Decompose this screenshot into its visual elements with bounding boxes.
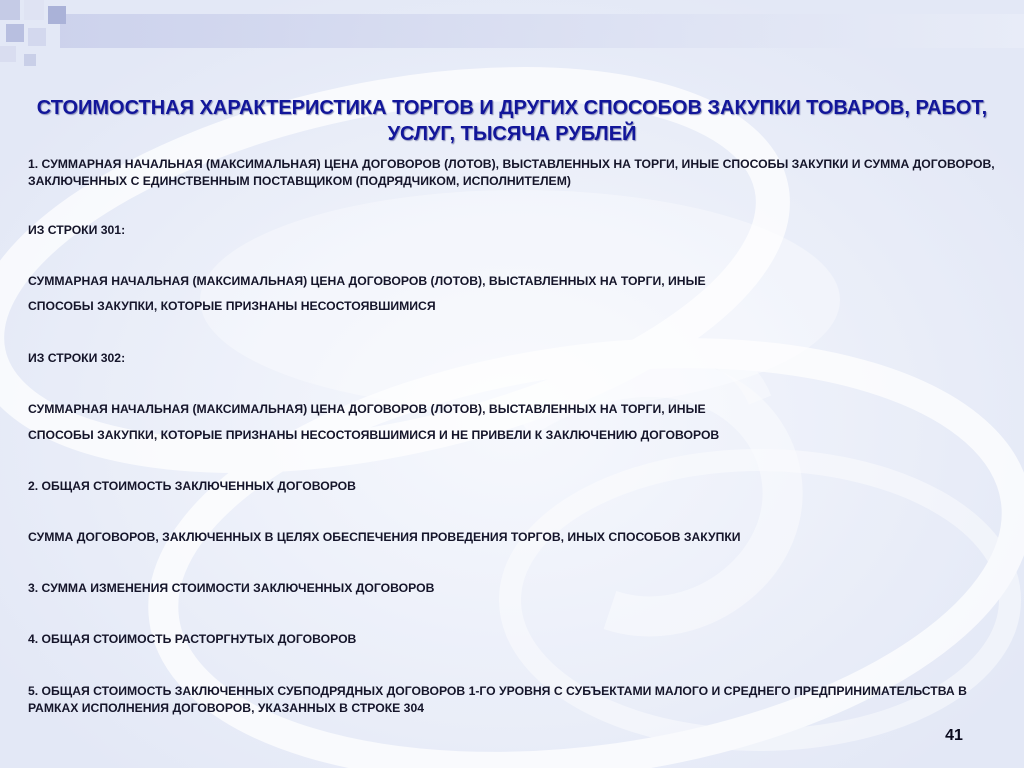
list-item: ИЗ СТРОКИ 301: bbox=[28, 223, 126, 237]
list-item: 2. ОБЩАЯ СТОИМОСТЬ ЗАКЛЮЧЕННЫХ ДОГОВОРОВ bbox=[28, 479, 356, 493]
list-item: СУММАРНАЯ НАЧАЛЬНАЯ (МАКСИМАЛЬНАЯ) ЦЕНА ДОГОВОРОВ (ЛОТОВ), ВЫСТАВЛЕННЫХ НА ТОРГИ, ИНЫЕ bbox=[28, 274, 706, 288]
list-item: 4. ОБЩАЯ СТОИМОСТЬ РАСТОРГНУТЫХ ДОГОВОРОВ bbox=[28, 632, 357, 646]
list-item: СУММА ДОГОВОРОВ, ЗАКЛЮЧЕННЫХ В ЦЕЛЯХ ОБЕСПЕЧЕНИЯ ПРОВЕДЕНИЯ ТОРГОВ, ИНЫХ СПОСОБОВ ЗАКУПКИ bbox=[28, 530, 741, 544]
page-number: 41 bbox=[945, 727, 963, 744]
list-item: ИЗ СТРОКИ 302: bbox=[28, 351, 126, 365]
list-item: 5. ОБЩАЯ СТОИМОСТЬ ЗАКЛЮЧЕННЫХ СУБПОДРЯДНЫХ ДОГОВОРОВ 1-ГО УРОВНЯ С СУБЪЕКТАМИ МАЛОГО И СРЕДНЕГО ПРЕДПРИНИМАТЕЛЬСТВА В РАМКАХ ИСПОЛНЕНИЯ ДОГОВОРОВ, УКАЗАННЫХ В СТРОКЕ 304 bbox=[28, 684, 967, 715]
list-item: СУММАРНАЯ НАЧАЛЬНАЯ (МАКСИМАЛЬНАЯ) ЦЕНА ДОГОВОРОВ (ЛОТОВ), ВЫСТАВЛЕННЫХ НА ТОРГИ, ИНЫЕ bbox=[28, 402, 706, 416]
slide-title: СТОИМОСТНАЯ ХАРАКТЕРИСТИКА ТОРГОВ И ДРУГИХ СПОСОБОВ ЗАКУПКИ ТОВАРОВ, РАБОТ, УСЛУГ, ТЫСЯЧА РУБЛЕЙ bbox=[36, 97, 988, 145]
list-item: 1. СУММАРНАЯ НАЧАЛЬНАЯ (МАКСИМАЛЬНАЯ) ЦЕНА ДОГОВОРОВ (ЛОТОВ), ВЫСТАВЛЕННЫХ НА ТОРГИ, ИНЫЕ СПОСОБЫ ЗАКУПКИ И СУММА ДОГОВОРОВ, ЗАКЛЮЧЕННЫХ С ЕДИНСТВЕННЫМ ПОСТАВЩИКОМ (ПОДРЯДЧИКОМ, ИСПОЛНИТЕЛЕМ) bbox=[28, 157, 995, 188]
list-item: СПОСОБЫ ЗАКУПКИ, КОТОРЫЕ ПРИЗНАНЫ НЕСОСТОЯВШИМИСЯ И НЕ ПРИВЕЛИ К ЗАКЛЮЧЕНИЮ ДОГОВОРОВ bbox=[28, 428, 720, 442]
list-item: СПОСОБЫ ЗАКУПКИ, КОТОРЫЕ ПРИЗНАНЫ НЕСОСТОЯВШИМИСЯ bbox=[28, 299, 436, 313]
list-item: 3. СУММА ИЗМЕНЕНИЯ СТОИМОСТИ ЗАКЛЮЧЕННЫХ ДОГОВОРОВ bbox=[28, 581, 435, 595]
